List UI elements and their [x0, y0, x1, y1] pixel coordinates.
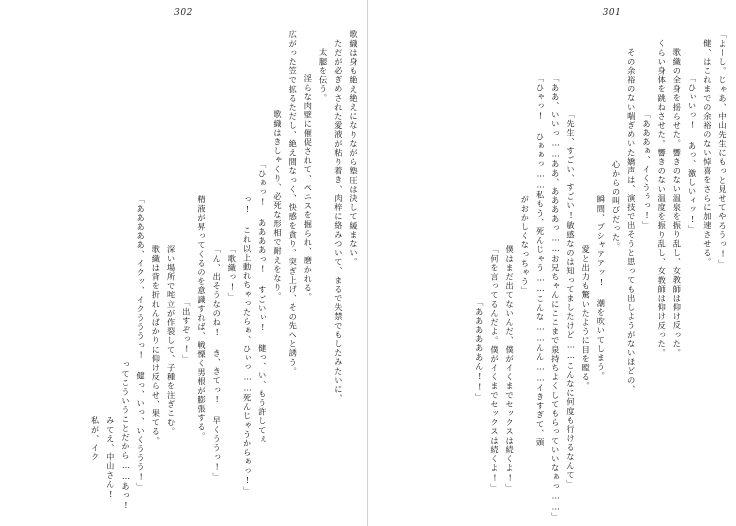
text-line: 歌織の全身を揺らせた。響きのない温泉を振り乱し、女教師は仰け反った。: [672, 48, 683, 358]
text-line: 「ひぃいっ! あっ、激しいィッ!」: [687, 74, 698, 235]
text-line: 「ああ、いいっ……ああ、ああああっ……お兄ちゃんにここまで泉持ちよくしてもらっていいなぁっ……」: [550, 74, 561, 522]
text-line: 「歌織っ!」: [227, 245, 238, 302]
text-line: 「先生、すごい、すごい!敏感なのは知ってましたけど……こんなに何度も行けるなんて」: [565, 110, 576, 489]
text-line: 愛と出力も驚いたように目を瞠る。: [581, 245, 592, 391]
page-left-text-column: [6, 30, 361, 516]
text-line: 精液が昇ってくるのを意識すれば、戦慄く男根が膨張する。: [196, 195, 207, 441]
text-line: 「出すぞっ!」: [181, 298, 192, 364]
text-line: 太腿を伝う。: [318, 48, 329, 103]
text-line: 心からの叫びだった。: [611, 160, 622, 251]
text-line: 「ああああああん!!」: [474, 298, 485, 402]
text-line: 広がった笠で拡るただし、絶え間なっく、快感を貪り、突ぎ上げ、その先へと誘う。: [288, 30, 299, 376]
text-line: がおかしくなっちゃう」: [520, 195, 531, 296]
page-number-right: 301: [602, 8, 622, 18]
text-line: 「ん、出そうなのね! き、きてっ! 早くううっ!」: [212, 245, 223, 482]
text-line: ってこういうことだから……あっ!: [120, 360, 131, 511]
text-line: 淫らな肉壁に催促されて、ペニスを掘られ、磨かれる。: [303, 74, 314, 302]
text-line: 「ひぁっ! ああああっ! すごいぃ! 健っ、い、もう許してぇ: [257, 160, 268, 444]
text-line: 僕はまだ出てないんだ、僕がイくまでセックスは続くよ!」: [505, 245, 516, 493]
text-line: 私が、イク: [90, 416, 101, 462]
text-line: ただが必ぎめされた愛液が粘り着き、肉梓に絡みついて、まるで失禁でもしたみたいに、: [333, 39, 344, 403]
text-line: 「何を言ってるんだよ。僕がイくまでセックスは続くよ!」: [489, 245, 500, 493]
text-line: みてえ、中山さん!: [105, 416, 116, 500]
text-line: 瞬間、ブシャアアッ! 潮を吹いてしまう。: [596, 195, 607, 381]
text-line: 歌織はきしゃくり、必死な形相で耐えをなり。: [272, 110, 283, 302]
text-line: 歌織は身も絶え絶えになりながら塾圧は決して緩まない。: [349, 30, 359, 267]
text-line: 「あああぁ、イくうぅっ!」: [641, 110, 652, 231]
page-number-left: 302: [174, 8, 193, 18]
page-right-text-column: [374, 30, 730, 522]
text-line: 「よーし。じゃあ、中山先生にもっと見せてやろうっ!」: [718, 30, 728, 269]
text-line: 健、はこれまでの余裕のない悼喜をさらに加速させる。: [702, 39, 713, 267]
text-line: っ! これ以上動れちゃったらぁ、ひぃっ……死んじゃうからぁっ!」: [242, 195, 253, 496]
page-right: [368, 0, 736, 526]
text-line: 「ひゃっ! ひぁぁっ……私もう、死んじゃう……こんな……んん……イきすぎて、頭: [535, 74, 546, 447]
text-line: 「あああああ、イクッ、イクうううっ! 健っ、いっ、いくううう!」: [136, 195, 147, 492]
text-line: その余裕のない喘ぎめいた嬌声は、演技で出そうと思っても出しようがないほどの、: [626, 48, 637, 394]
text-line: 歌織は背を折れんばかりに仰け反らせ、果てる。: [151, 245, 162, 446]
text-line: 深い場所で咤立が作裂して、子種を注ぎこむ。: [166, 245, 177, 437]
text-line: くらい身体を跳ねさせた。響きのない温度を振り乱し、女教師は仰け反った。: [657, 39, 668, 358]
